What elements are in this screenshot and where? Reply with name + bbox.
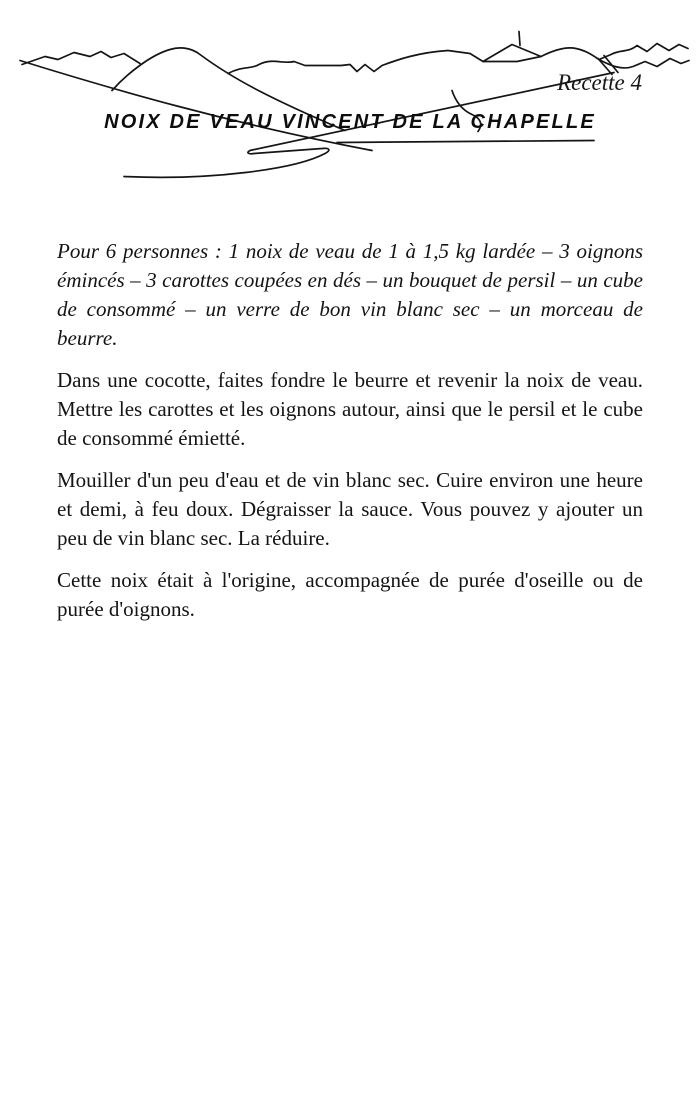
page-title: NOIX DE VEAU VINCENT DE LA CHAPELLE [104,111,596,133]
step-paragraph: Cette noix était à l'origine, accompagnée de purée d'oseille ou de purée d'oignons. [57,568,643,621]
page-header [0,0,700,205]
recipe-body [0,205,700,624]
ingredients-paragraph: Pour 6 personnes : 1 noix de veau de 1 à 1,5 kg lardée – 3 oignons émincés – 3 carottes coupées en dés – un bouquet de persil – un cube de consommé – un verre de bon vin blanc sec – un morceau de beurre. [57,239,643,350]
recipe-number-label: Recette 4 [557,70,642,95]
mountain-landscape-sketch-icon [0,0,700,205]
step-paragraph: Dans une cocotte, faites fondre le beurre et revenir la noix de veau. Mettre les carottes et les oignons autour, ainsi que le persil et le cube de consommé émietté. [57,368,643,450]
step-paragraph: Mouiller d'un peu d'eau et de vin blanc sec. Cuire environ une heure et demi, à feu doux. Dégraisser la sauce. Vous pouvez y ajouter un peu de vin blanc sec. La réduire. [57,468,643,550]
